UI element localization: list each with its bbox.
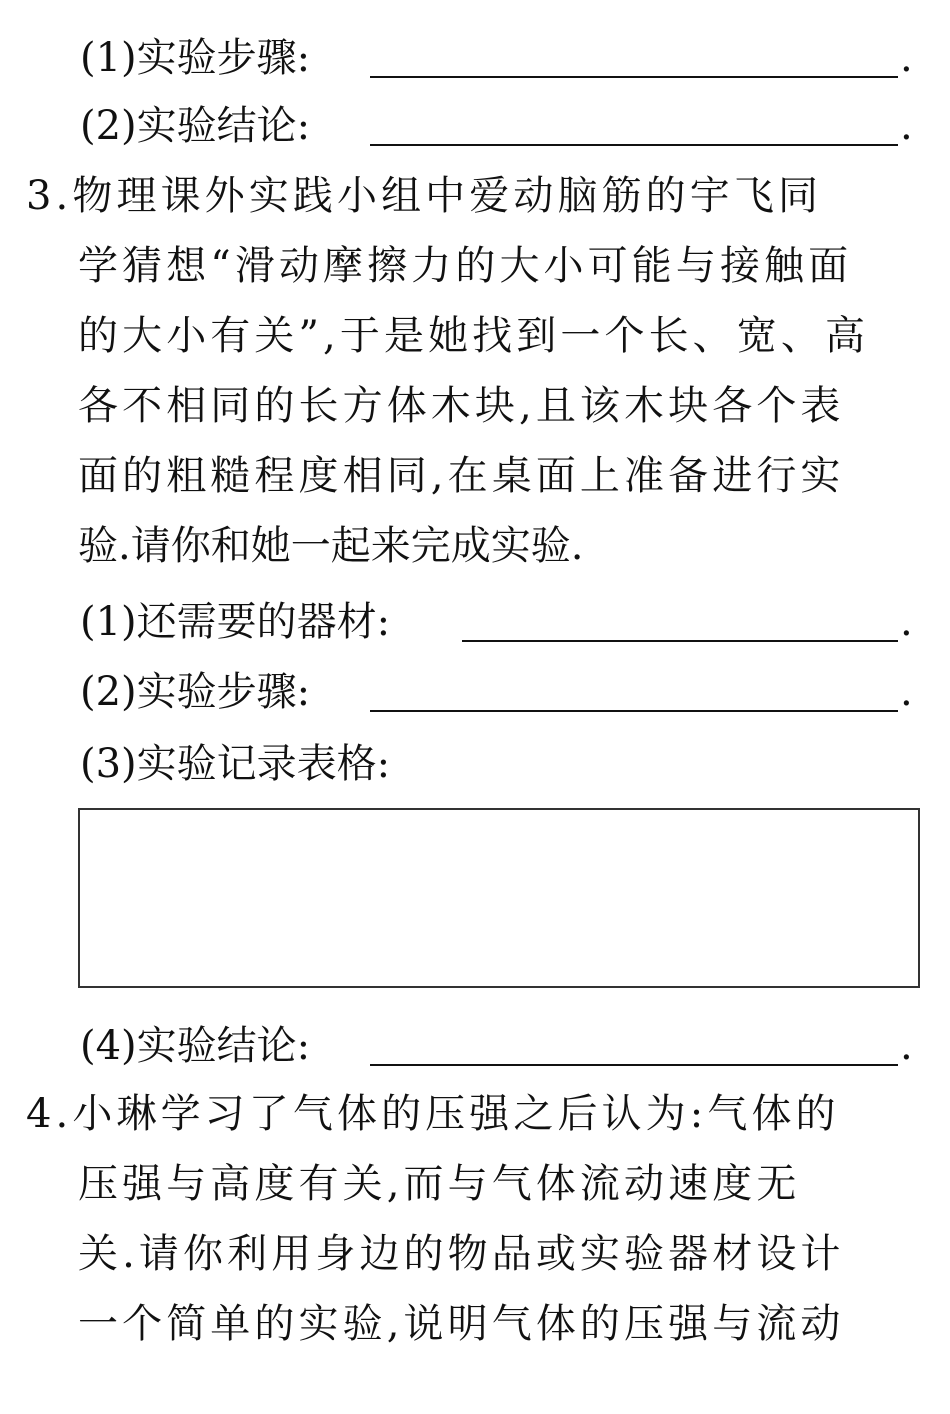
period: . <box>900 599 913 645</box>
q4-text-line: 一个简单的实验,说明气体的压强与流动 <box>78 1301 845 1347</box>
q3-text-line: 的大小有关”,于是她找到一个长、宽、高 <box>78 313 870 359</box>
q3-part3-label: (3)实验记录表格: <box>80 741 391 787</box>
q3-text-line: 3.物理课外实践小组中爱动脑筋的宇飞同 <box>26 173 823 219</box>
period: . <box>900 1023 913 1069</box>
q2-part2-label: (2)实验结论: <box>80 103 311 149</box>
q3-part2-label: (2)实验步骤: <box>80 669 311 715</box>
q4-text-line: 4.小琳学习了气体的压强之后认为:气体的 <box>26 1091 840 1137</box>
period: . <box>900 669 913 715</box>
q3-text-line: 学猜想“滑动摩擦力的大小可能与接触面 <box>78 243 853 289</box>
q3-part4-label: (4)实验结论: <box>80 1023 311 1069</box>
q3-text-line: 面的粗糙程度相同,在桌面上准备进行实 <box>78 453 845 499</box>
q3-text-line: 各不相同的长方体木块,且该木块各个表 <box>78 383 845 429</box>
q4-text-line: 压强与高度有关,而与气体流动速度无 <box>78 1161 801 1207</box>
q3-part1-answer-blank[interactable] <box>462 640 898 642</box>
q4-text-line: 关.请你利用身边的物品或实验器材设计 <box>78 1231 845 1277</box>
record-table-box[interactable] <box>78 808 920 988</box>
q3-part4-answer-blank[interactable] <box>370 1064 898 1066</box>
q3-part2-answer-blank[interactable] <box>370 710 898 712</box>
q2-part2-answer-blank[interactable] <box>370 144 898 146</box>
q3-text-line: 验.请你和她一起来完成实验. <box>78 523 584 569</box>
q2-part1-answer-blank[interactable] <box>370 76 898 78</box>
q3-part1-label: (1)还需要的器材: <box>80 599 391 645</box>
period: . <box>900 103 913 149</box>
period: . <box>900 35 913 81</box>
q2-part1-label: (1)实验步骤: <box>80 35 311 81</box>
